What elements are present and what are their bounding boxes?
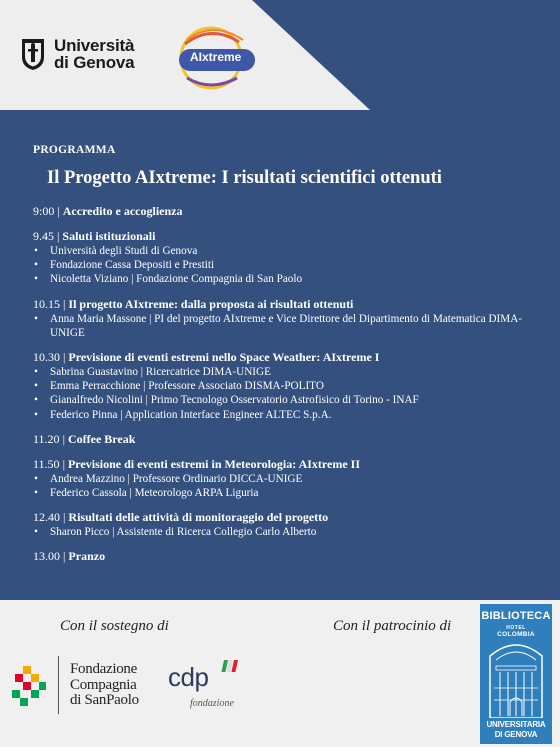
fcsp-line3: di SanPaolo (70, 692, 139, 708)
speaker-text: Emma Perracchione | Professore Associato DISMA-POLITO (50, 380, 324, 393)
session-separator: | (60, 296, 69, 311)
session-separator: | (54, 229, 63, 243)
session-title: Il progetto AIxtreme: dalla proposta ai risultati ottenuti (68, 296, 354, 311)
agenda-session (33, 349, 538, 422)
unige-seal-icon (20, 37, 46, 71)
session-separator: | (54, 204, 63, 218)
session-heading (33, 431, 538, 447)
footer (0, 600, 560, 747)
session-time: 9:00 (33, 204, 55, 218)
speaker-list (33, 525, 538, 539)
speaker-item (33, 312, 538, 340)
fcsp-divider (58, 656, 59, 714)
speaker-text: Gianalfredo Nicolini | Primo Tecnologo Osservatorio Astrofisico di Torino - INAF (50, 394, 419, 407)
speaker-item (33, 393, 538, 407)
session-heading (33, 296, 538, 312)
session-time: 10.30 (33, 350, 60, 365)
session-heading (33, 349, 538, 365)
university-name-line2: di Genova (54, 53, 135, 72)
page-title: Il Progetto AIxtreme: I risultati scientifici ottenuti (47, 168, 442, 188)
fcsp-mark-icon (12, 666, 46, 706)
speaker-text: Nicoletta Viziano | Fondazione Compagnia di San Paolo (50, 273, 303, 286)
agenda-session (33, 456, 538, 500)
support-label: Con il sostegno di (60, 618, 169, 634)
biblioteca-bottom-text-1: UNIVERSITARIA (486, 720, 546, 729)
bullet-icon: • (34, 259, 38, 272)
agenda-session (33, 548, 538, 564)
agenda-session (33, 509, 538, 539)
bullet-icon: • (34, 408, 38, 421)
biblioteca-building-icon (486, 638, 546, 718)
speaker-item (33, 472, 538, 486)
session-title: Accredito e accoglienza (62, 204, 183, 218)
university-logo (20, 37, 134, 71)
session-heading (33, 456, 538, 472)
session-heading (33, 548, 538, 564)
speaker-item (33, 365, 538, 379)
session-separator: | (60, 549, 69, 564)
session-time: 13.00 (33, 549, 60, 564)
session-time: 11.50 (33, 456, 60, 471)
speaker-item (33, 379, 538, 393)
biblioteca-colombia-text: COLOMBIA (497, 631, 535, 638)
university-name-line1: Università (54, 36, 135, 55)
session-title: Risultati delle attività di monitoraggio del progetto (68, 510, 329, 525)
bullet-icon: • (34, 380, 38, 393)
aixtreme-logo-text: AIxtreme (190, 50, 242, 64)
speaker-item (33, 272, 538, 286)
agenda-session (33, 296, 538, 340)
bullet-icon: • (34, 526, 38, 539)
session-time: 10.15 (33, 296, 60, 311)
session-heading (33, 228, 538, 244)
session-separator: | (59, 431, 68, 446)
bullet-icon: • (34, 245, 38, 257)
fcsp-line2: Compagnia (70, 676, 137, 693)
speaker-list (33, 365, 538, 422)
speaker-text: Federico Cassola | Meteorologo ARPA Liguria (50, 487, 259, 500)
session-time: 9.45 (33, 229, 54, 243)
speaker-text: Sabrina Guastavino | Ricercatrice DIMA-UNIGE (50, 366, 271, 379)
patronage-label: Con il patrocinio di (333, 618, 452, 634)
session-title: Coffee Break (67, 431, 136, 446)
session-title: Previsione di eventi estremi nello Space Weather: AIxtreme I (68, 350, 380, 365)
session-heading (33, 203, 538, 219)
speaker-text: Fondazione Cassa Depositi e Prestiti (50, 259, 215, 272)
session-separator: | (60, 350, 69, 365)
programma-label: PROGRAMMA (33, 144, 116, 156)
cdp-sub-text: fondazione (190, 698, 234, 709)
speaker-item (33, 525, 538, 539)
speaker-text: Sharon Picco | Assistente di Ricerca Collegio Carlo Alberto (50, 526, 317, 539)
agenda-session (33, 431, 538, 447)
agenda-session (33, 228, 538, 287)
bullet-icon: • (34, 394, 38, 407)
session-title: Previsione di eventi estremi in Meteorologia: AIxtreme II (67, 456, 361, 471)
speaker-item (33, 258, 538, 272)
bullet-icon: • (34, 472, 38, 485)
session-heading (33, 509, 538, 525)
session-separator: | (59, 456, 68, 471)
session-separator: | (60, 510, 69, 525)
fcsp-line1: Fondazione (70, 661, 137, 677)
bullet-icon: • (34, 366, 38, 379)
bullet-icon: • (34, 312, 38, 325)
speaker-text: Federico Pinna | Application Interface Engineer ALTEC S.p.A. (50, 408, 332, 421)
speaker-item (33, 408, 538, 422)
speaker-list (33, 472, 538, 500)
speaker-list (33, 244, 538, 287)
agenda (33, 203, 538, 573)
biblioteca-logo (480, 604, 552, 744)
speaker-list (33, 312, 538, 340)
biblioteca-hotel-text: HOTEL (506, 625, 526, 631)
header (0, 0, 560, 110)
biblioteca-bottom-text-2: DI GENOVA (494, 730, 538, 739)
session-time: 12.40 (33, 510, 60, 525)
fcsp-logo-text (70, 662, 139, 709)
bullet-icon: • (34, 487, 38, 500)
speaker-text: Andrea Mazzino | Professore Ordinario DICCA-UNIGE (50, 472, 303, 485)
agenda-session (33, 203, 538, 219)
biblioteca-top-text: BIBLIOTECA (481, 610, 551, 622)
speaker-item (33, 486, 538, 500)
speaker-text: Università degli Studi di Genova (50, 245, 198, 257)
speaker-item (33, 244, 538, 258)
bullet-icon: • (34, 273, 38, 286)
cdp-logo-text: cdp (168, 662, 209, 692)
session-title: Pranzo (68, 549, 106, 564)
speaker-text: Anna Maria Massone | PI del progetto AIxtreme e Vice Direttore del Dipartimento di Matematica DIMA-UNIGE (50, 312, 523, 339)
session-time: 11.20 (33, 431, 60, 446)
session-title: Saluti istituzionali (62, 229, 156, 243)
